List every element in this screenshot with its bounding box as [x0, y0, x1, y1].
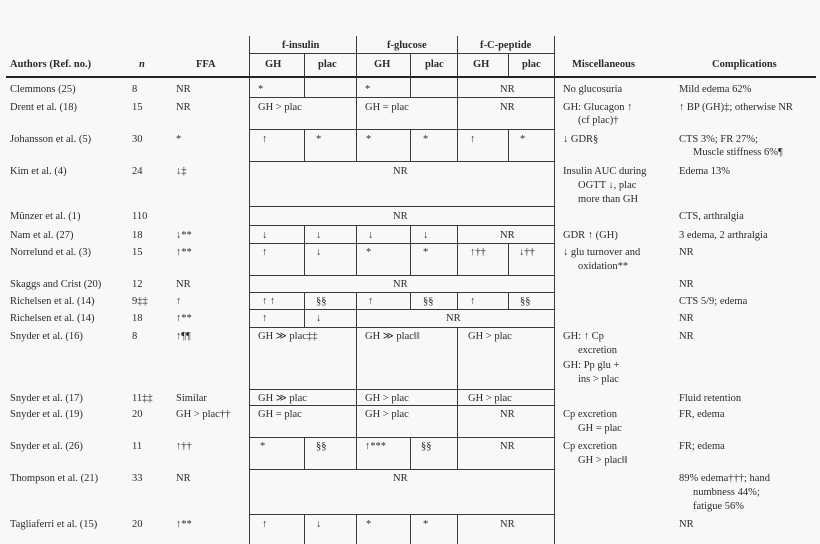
row-misc: ↓ GDR§: [563, 134, 599, 145]
row-ffa: ↑††: [176, 441, 192, 452]
header-cpeptide-gh: GH: [473, 59, 490, 70]
row-author: Johansson et al. (5): [10, 134, 92, 145]
row-ffa: ↓**: [176, 230, 192, 241]
row-author: Skaggs and Crist (20): [10, 279, 102, 290]
row-complications: CTS, arthralgia: [679, 211, 744, 222]
row-n: 24: [132, 166, 143, 177]
row-complications: NR: [679, 247, 694, 258]
cell-cpeptide-plac: *: [520, 134, 526, 145]
cell-cpeptide-span: NR: [500, 230, 515, 241]
row-complications: NR: [679, 331, 694, 342]
row-n: 15: [132, 247, 143, 258]
cell-all-span: NR: [393, 211, 408, 222]
cell-insulin-gh: ↑: [262, 519, 268, 530]
cell-insulin-plac: ↓: [316, 313, 322, 324]
cell-insulin-gh: ↑: [262, 247, 268, 258]
cell-glucose-gh: *: [365, 84, 371, 95]
row-ffa: GH > plac††: [176, 409, 231, 420]
cell-cpeptide-span: NR: [500, 102, 515, 113]
row-complications: 89% edema†††; hand: [679, 473, 770, 484]
cell-insulin-plac: ↓: [316, 519, 322, 530]
row-complications: NR: [679, 313, 694, 324]
cell-insulin-gh: *: [260, 441, 266, 452]
cell-insulin-gh: ↑ ↑: [262, 296, 276, 307]
cell-glucose-plac: *: [423, 247, 429, 258]
cell-cpeptide-plac: §§: [520, 296, 531, 307]
row-misc-line3: more than GH: [578, 194, 639, 205]
row-complications-line2: numbness 44%;: [693, 487, 760, 498]
row-misc: No glucosuria: [563, 84, 623, 95]
row-ffa: ↓‡: [176, 166, 187, 177]
row-n: 12: [132, 279, 143, 290]
row-n: 8: [132, 331, 138, 342]
header-glucose-plac: plac: [425, 59, 444, 70]
header-f-insulin: f-insulin: [282, 40, 320, 51]
row-n: 11: [132, 441, 143, 452]
row-misc: Cp excretion: [563, 441, 617, 452]
cell-cpeptide-gh: ↑: [470, 296, 476, 307]
cell-glucose-gh: *: [366, 247, 372, 258]
row-n: 20: [132, 409, 143, 420]
row-misc-line2: excretion: [578, 345, 618, 356]
cell-rest-span: NR: [446, 313, 461, 324]
row-complications: Fluid retention: [679, 393, 742, 404]
cell-cpeptide-span: GH > plac: [468, 393, 512, 404]
header-ffa: FFA: [196, 59, 216, 70]
cell-cpeptide-gh: ↑††: [470, 247, 486, 258]
cell-insulin-gh: *: [258, 84, 264, 95]
row-misc: Insulin AUC during: [563, 166, 647, 177]
cell-glucose-span: GH ≫ plac‖‖: [365, 331, 420, 342]
row-complications: Edema 13%: [679, 166, 731, 177]
row-complications: CTS 5/9; edema: [679, 296, 748, 307]
row-misc-line2: GH = plac: [578, 423, 622, 434]
cell-glucose-gh: *: [366, 134, 372, 145]
row-misc-line4: ins > plac: [578, 374, 619, 385]
row-misc-line3: GH: Pp glu +: [563, 360, 620, 371]
row-misc: GDR ↑ (GH): [563, 230, 618, 241]
row-complications: NR: [679, 519, 694, 530]
header-glucose-gh: GH: [374, 59, 391, 70]
cell-glucose-span: GH = plac: [365, 102, 409, 113]
row-author: Richelsen et al. (14): [10, 296, 95, 307]
row-n: 15: [132, 102, 143, 113]
cell-glucose-span: GH > plac: [365, 409, 409, 420]
row-n: 30: [132, 134, 143, 145]
header-insulin-plac: plac: [318, 59, 337, 70]
row-complications: ↑ BP (GH)‡; otherwise NR: [679, 102, 793, 113]
cell-glucose-gh: ↑: [368, 296, 374, 307]
cell-glucose-plac: §§: [421, 441, 432, 452]
row-ffa: ↑**: [176, 519, 192, 530]
cell-insulin-plac: ↓: [316, 230, 322, 241]
row-misc: GH: Glucagon ↑: [563, 102, 633, 113]
row-n: 110: [132, 211, 148, 222]
row-complications-line3: fatigue 56%: [693, 501, 745, 512]
cell-glucose-gh: ↑***: [365, 441, 386, 452]
cell-cpeptide-gh: ↑: [470, 134, 476, 145]
row-author: Münzer et al. (1): [10, 211, 81, 222]
cell-insulin-plac: *: [316, 134, 322, 145]
row-ffa: *: [176, 134, 182, 145]
row-author: Snyder et al. (17): [10, 393, 83, 404]
row-ffa: Similar: [176, 393, 207, 404]
row-ffa: ↑**: [176, 247, 192, 258]
cell-cpeptide-span: NR: [500, 409, 515, 420]
cell-insulin-span: GH ≫ plac‡‡: [258, 331, 318, 342]
row-complications: FR; edema: [679, 441, 725, 452]
cell-cpeptide-span: NR: [500, 441, 515, 452]
cell-insulin-plac: §§: [316, 441, 327, 452]
row-misc-line2: oxidation**: [578, 261, 629, 272]
row-author: Thompson et al. (21): [10, 473, 99, 484]
cell-glucose-span: GH > plac: [365, 393, 409, 404]
row-ffa: ↑: [176, 296, 182, 307]
cell-insulin-plac: §§: [316, 296, 327, 307]
row-author: Clemmons (25): [10, 84, 76, 95]
header-complications: Complications: [712, 59, 777, 70]
row-misc: GH: ↑ Cp: [563, 331, 604, 342]
row-misc-line2: OGTT ↓, plac: [578, 180, 637, 191]
row-ffa: NR: [176, 473, 191, 484]
cell-insulin-gh: ↑: [262, 134, 268, 145]
row-n: 18: [132, 313, 143, 324]
header-miscellaneous: Miscellaneous: [572, 59, 635, 70]
cell-insulin-gh: ↓: [262, 230, 268, 241]
row-author: Drent et al. (18): [10, 102, 78, 113]
header-n: n: [139, 59, 145, 70]
row-complications-line2: Muscle stiffness 6%¶: [693, 147, 783, 158]
cell-glucose-plac: *: [423, 134, 429, 145]
row-misc-line2: GH > plac‖‖: [578, 455, 628, 466]
header-insulin-gh: GH: [265, 59, 282, 70]
row-complications: NR: [679, 279, 694, 290]
cell-insulin-plac: ↓: [316, 247, 322, 258]
row-complications: 3 edema, 2 arthralgia: [679, 230, 768, 241]
cell-insulin-gh: ↑: [262, 313, 268, 324]
row-complications: FR, edema: [679, 409, 725, 420]
cell-cpeptide-span: NR: [500, 519, 515, 530]
cell-cpeptide-span: NR: [500, 84, 515, 95]
row-n: 18: [132, 230, 143, 241]
row-ffa: ↑**: [176, 313, 192, 324]
cell-glucose-plac: §§: [423, 296, 434, 307]
cell-all-span: NR: [393, 166, 408, 177]
cell-glucose-gh: ↓: [368, 230, 374, 241]
header-cpeptide-plac: plac: [522, 59, 541, 70]
cell-all-span: NR: [393, 279, 408, 290]
row-n: 20: [132, 519, 143, 530]
cell-all-span: NR: [393, 473, 408, 484]
row-ffa: ↑¶¶: [176, 331, 191, 342]
row-author: Snyder et al. (26): [10, 441, 83, 452]
row-misc: Cp excretion: [563, 409, 617, 420]
row-author: Nam et al. (27): [10, 230, 74, 241]
row-misc-line2: (cf plac)†: [578, 115, 619, 126]
row-ffa: NR: [176, 102, 191, 113]
row-author: Snyder et al. (16): [10, 331, 83, 342]
cell-insulin-span: GH ≫ plac: [258, 393, 307, 404]
row-misc: ↓ glu turnover and: [563, 247, 641, 258]
row-author: Norrelund et al. (3): [10, 247, 92, 258]
cell-glucose-gh: *: [366, 519, 372, 530]
row-author: Snyder et al. (19): [10, 409, 83, 420]
row-complications: CTS 3%; FR 27%;: [679, 134, 759, 145]
row-ffa: NR: [176, 279, 191, 290]
row-author: Richelsen et al. (14): [10, 313, 95, 324]
row-author: Kim et al. (4): [10, 166, 67, 177]
row-ffa: NR: [176, 84, 191, 95]
row-n: 9‡‡: [132, 296, 148, 307]
cell-cpeptide-plac: ↓††: [519, 247, 535, 258]
row-n: 11‡‡: [132, 393, 153, 404]
row-n: 33: [132, 473, 143, 484]
header-f-c-peptide: f-C-peptide: [480, 40, 532, 51]
header-authors: Authors (Ref. no.): [10, 59, 92, 70]
row-n: 8: [132, 84, 138, 95]
cell-insulin-span: GH = plac: [258, 409, 302, 420]
header-f-glucose: f-glucose: [387, 40, 427, 51]
cell-glucose-plac: ↓: [423, 230, 429, 241]
cell-insulin-span: GH > plac: [258, 102, 302, 113]
cell-glucose-plac: *: [423, 519, 429, 530]
row-author: Tagliaferri et al. (15): [10, 519, 98, 530]
cell-cpeptide-span: GH > plac: [468, 331, 512, 342]
row-complications: Mild edema 62%: [679, 84, 752, 95]
